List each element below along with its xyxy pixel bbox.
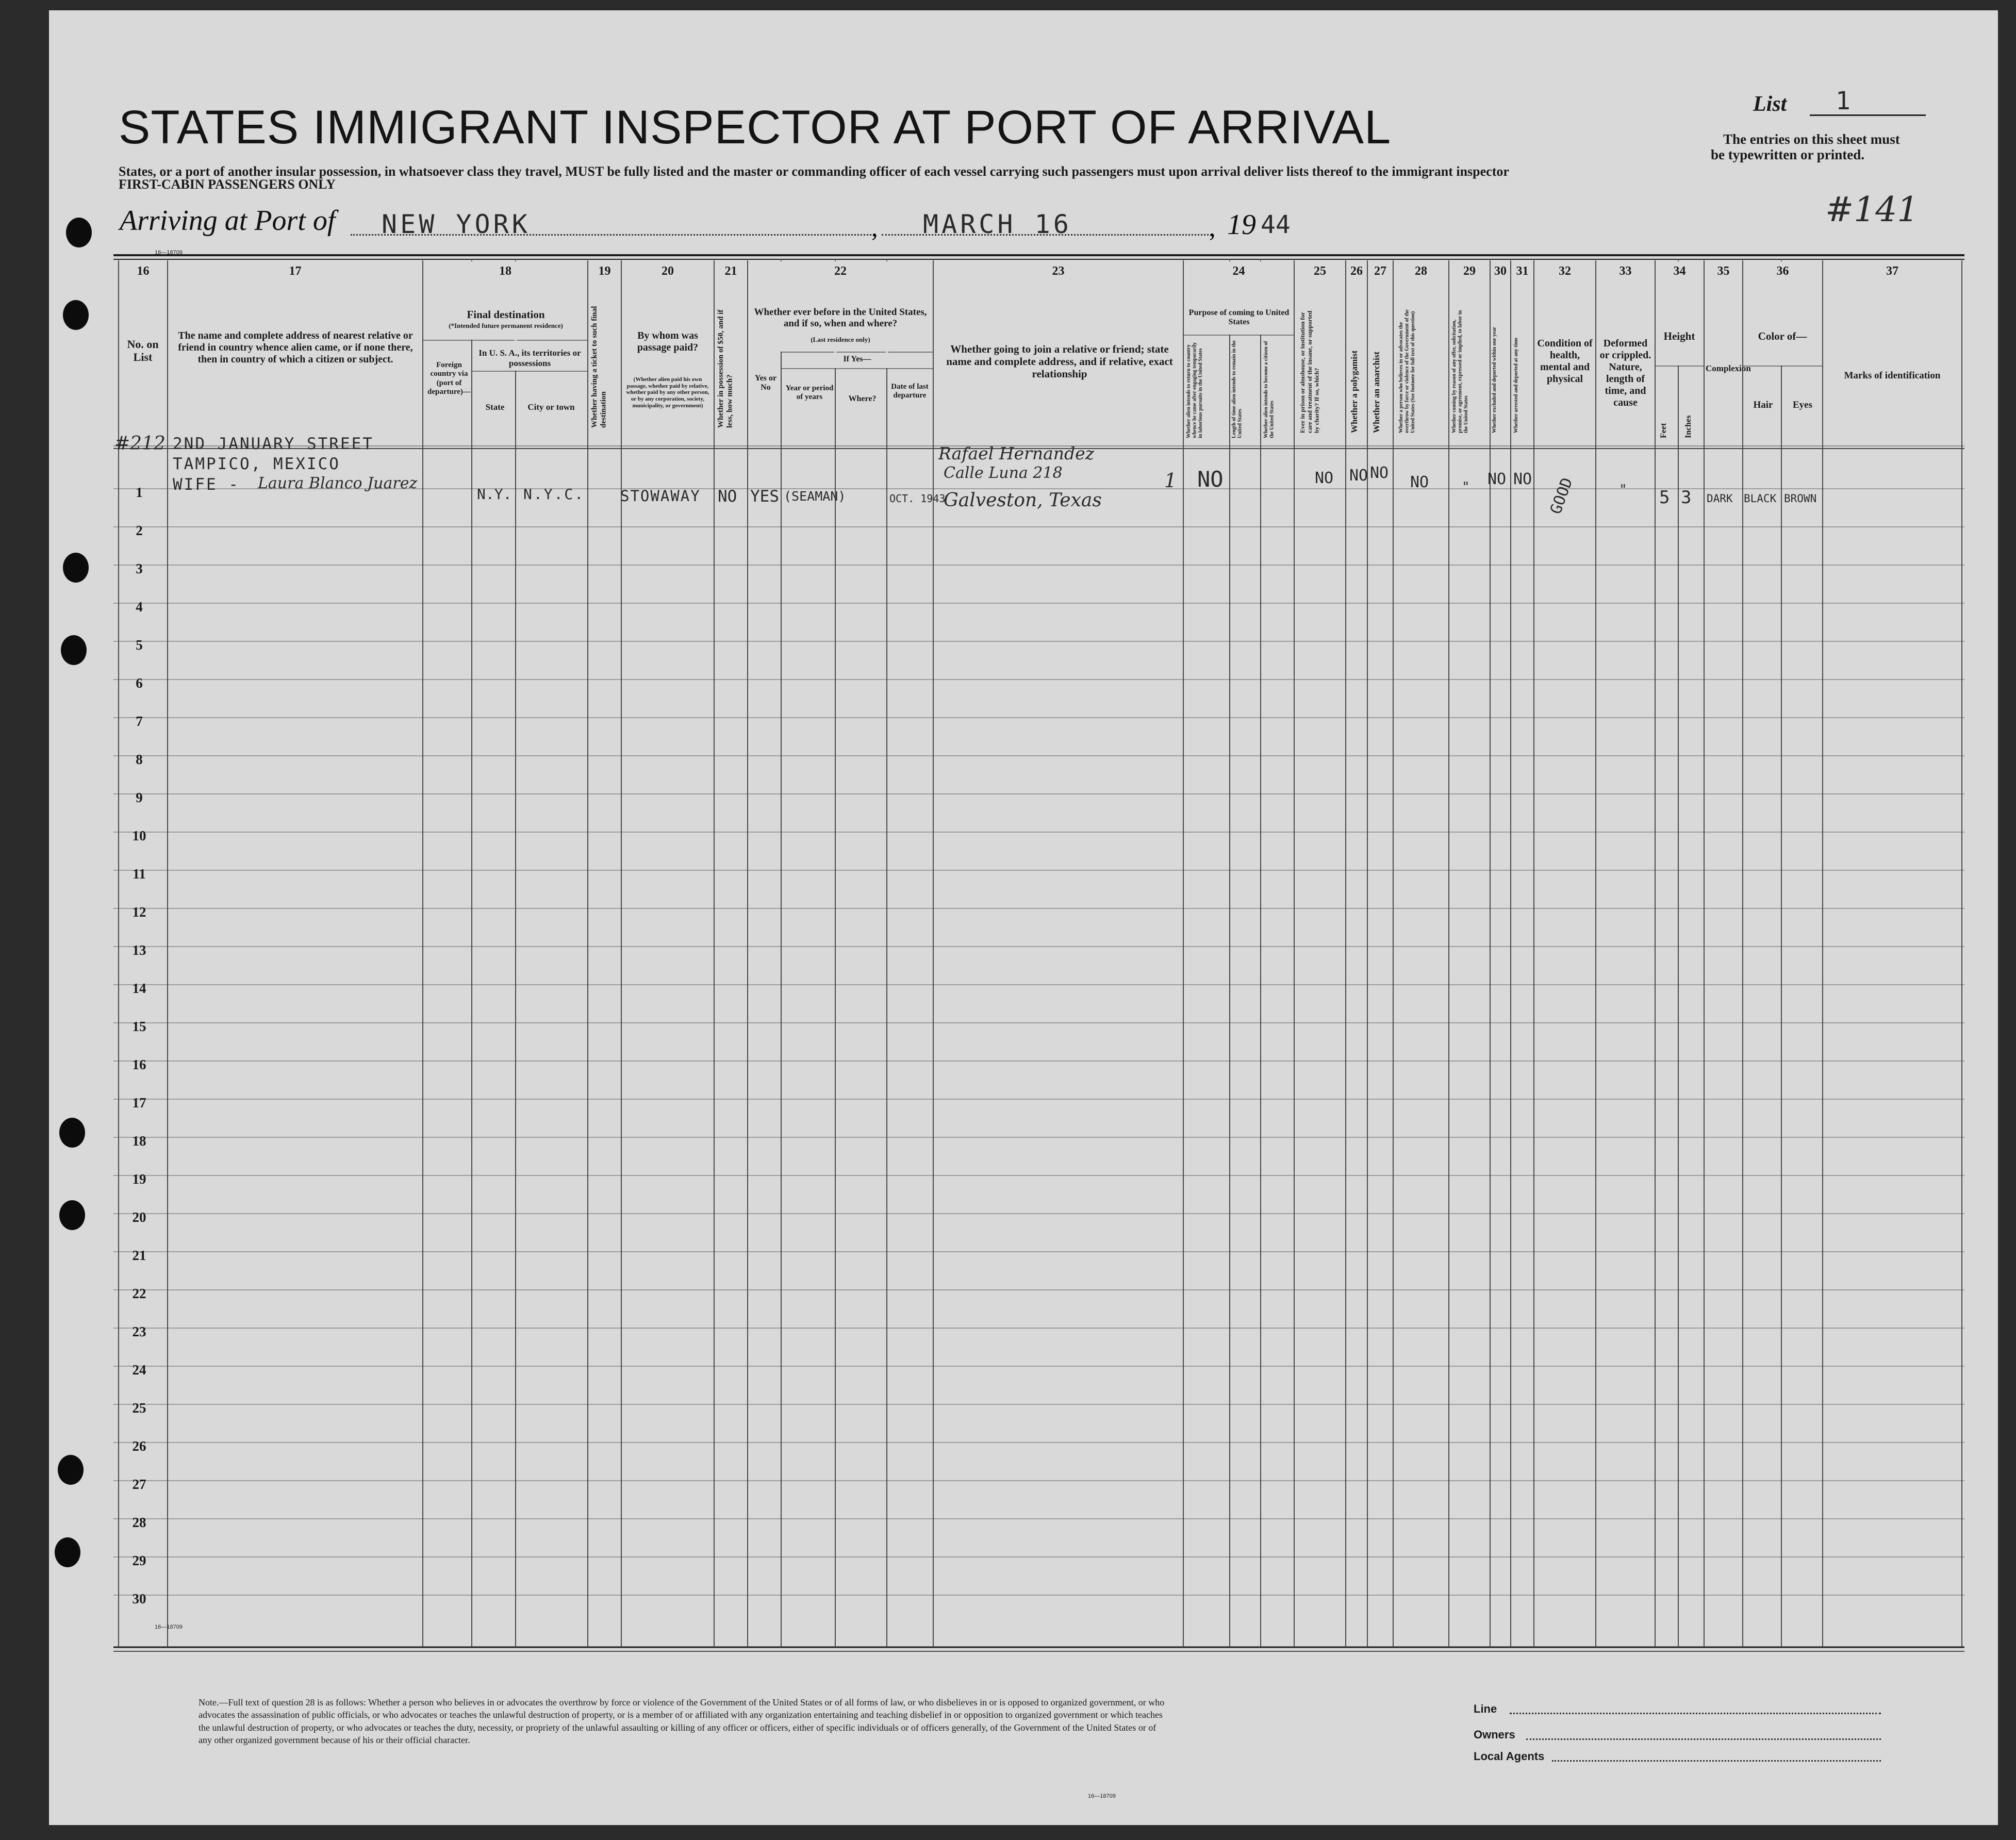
entry-anarchist: NO bbox=[1370, 464, 1389, 482]
header-yes-or-no: Yes or No bbox=[754, 374, 777, 392]
row-number: 21 bbox=[132, 1248, 146, 1263]
row-number: 5 bbox=[136, 637, 143, 653]
row-number: 29 bbox=[132, 1553, 146, 1568]
header-final-destination: Final destination bbox=[467, 308, 545, 321]
row-number: 23 bbox=[132, 1324, 146, 1339]
comma: , bbox=[1209, 213, 1216, 242]
row-number: 26 bbox=[132, 1438, 146, 1454]
entry-state: N.Y. bbox=[477, 486, 512, 503]
row-number: 22 bbox=[132, 1286, 146, 1301]
header-polygamist: Whether a polygamist bbox=[1349, 350, 1359, 433]
header-ever-before: Whether ever before in the United States, and if so, when and where? bbox=[754, 307, 927, 329]
footer-form-number: 16—18709 bbox=[1088, 1793, 1116, 1799]
row-number: 27 bbox=[132, 1477, 146, 1492]
row-number: 7 bbox=[136, 714, 143, 729]
entry-departure: OCT. 1943 bbox=[889, 492, 946, 505]
entry-period: (SEAMAN) bbox=[784, 489, 846, 504]
header-final-destination-note: (*Intended future permanent residence) bbox=[449, 322, 563, 329]
header-join-relative: Whether going to join a relative or friend; state name and complete address, and if relative, exact relationship bbox=[946, 343, 1173, 380]
header-complexion: Complexion bbox=[1706, 363, 1751, 373]
row-number: 1 bbox=[136, 485, 143, 500]
header-state: State bbox=[485, 402, 505, 412]
header-passage-paid: By whom was passage paid? bbox=[637, 330, 699, 353]
header-year-period: Year or period of years bbox=[785, 384, 834, 402]
header-color-of: Color of— bbox=[1758, 330, 1807, 342]
header-q29: Whether coming by reason of any offer, solicitation, promise, or agreement, expressed or implied, to labor in the United States bbox=[1451, 310, 1469, 433]
entry-health: GOOD bbox=[1547, 475, 1577, 517]
entry-passage: STOWAWAY bbox=[620, 487, 701, 505]
entry-q28: NO bbox=[1410, 473, 1429, 491]
header-purpose-return: Whether alien intends to return to country whence he came after engaging temporarily in laborious pursuits in the United States bbox=[1186, 342, 1203, 438]
date-value: MARCH 16 bbox=[923, 209, 1072, 239]
header-passage-note: (Whether alien paid his own passage, whether paid by relative, whether paid by any other person, or by any corporation, society, municipality, or government) bbox=[626, 376, 709, 409]
column-number: 24 bbox=[1232, 264, 1245, 278]
header-height: Height bbox=[1663, 330, 1695, 342]
join-city: Galveston, Texas bbox=[944, 490, 1102, 511]
relative-name: Laura Blanco Juarez bbox=[258, 474, 418, 492]
entry-ever-before: YES bbox=[750, 487, 779, 506]
footer-agents-label: Local Agents bbox=[1474, 1750, 1545, 1763]
column-number: 33 bbox=[1619, 264, 1632, 278]
column-number: 28 bbox=[1415, 264, 1427, 278]
row-number: 25 bbox=[132, 1400, 146, 1416]
column-number: 17 bbox=[289, 264, 302, 278]
header-inches: Inches bbox=[1684, 415, 1693, 438]
header-anarchist: Whether an anarchist bbox=[1371, 351, 1381, 433]
form-number-bottom: 16—18709 bbox=[155, 1624, 183, 1630]
entry-city: N.Y.C. bbox=[523, 486, 585, 503]
row-number: 4 bbox=[136, 599, 143, 615]
row-number: 8 bbox=[136, 752, 143, 767]
column-number: 35 bbox=[1717, 264, 1730, 278]
row-number: 16 bbox=[132, 1057, 146, 1072]
entry-q31: NO bbox=[1513, 470, 1532, 488]
row-number: 20 bbox=[132, 1209, 146, 1225]
column-number: 22 bbox=[834, 264, 847, 278]
row-number: 2 bbox=[136, 523, 143, 538]
header-prison: Ever in prison or almshouse, or institution for care and treatment of the insane, or supported by charity? If so, which? bbox=[1299, 310, 1320, 433]
header-possession-50: Whether in possession of $50, and if less, how much? bbox=[717, 309, 734, 428]
entry-purpose: NO bbox=[1197, 467, 1224, 492]
header-if-yes: If Yes— bbox=[843, 355, 871, 363]
header-purpose-length: Length of time alien intends to remain in the United States bbox=[1231, 340, 1243, 438]
row-number: 9 bbox=[136, 790, 143, 805]
form-number: 16—18709 bbox=[155, 250, 183, 256]
join-name: Rafael Hernandez bbox=[938, 443, 1095, 463]
header-city: City or town bbox=[527, 402, 575, 412]
entry-inches: 3 bbox=[1681, 487, 1692, 508]
header-ticket: Whether having a ticket to such final destination bbox=[590, 306, 608, 428]
header-nearest-relative: The name and complete address of nearest relative or friend in country whence alien came, or if none there, then in country of which a citizen or subject. bbox=[178, 330, 413, 365]
row-number: 18 bbox=[132, 1133, 146, 1149]
header-foreign-country: Foreign country via (port of departure)— bbox=[427, 361, 471, 396]
footer-agents-field bbox=[1552, 1760, 1881, 1762]
header-hair: Hair bbox=[1753, 400, 1773, 410]
entry-deformed: " bbox=[1619, 482, 1627, 498]
row-number: 19 bbox=[132, 1171, 146, 1187]
column-number: 34 bbox=[1673, 264, 1686, 278]
column-number: 21 bbox=[724, 264, 737, 278]
sheet-number: #141 bbox=[1825, 190, 1919, 229]
header-q28: Whether a person who believes in or advocates the overthrow by force or violence of the Government of the United States (See footnote for full text of this question) bbox=[1398, 309, 1416, 433]
header-date-departure: Date of last departure bbox=[891, 383, 929, 400]
column-number: 16 bbox=[137, 264, 150, 278]
row-number: 10 bbox=[132, 828, 146, 843]
footnote-q28: Note.—Full text of question 28 is as follows: Whether a person who believes in or advocates the overthrow by force or violence of the Government of the United States or of all forms of law, or who disbelieves in or is opposed to organized government, or who advocates the assassination of public officials, or who advocates or teaches the unlawful destruction of property, or is a member of or affiliated with any organization entertaining and teaching disbelief in or opposition to organized government or which teaches the unlawful destruction of property, or who advocates or teaches the duty, necessity, or propriety of the unlawful assaulting or killing of any officer or officers, either of specific individuals or of officers generally, of the Government of the United States or of any other organized government because of his or their official character. bbox=[199, 1697, 1165, 1745]
row-number: 12 bbox=[132, 904, 146, 920]
row-number: 15 bbox=[132, 1019, 146, 1034]
header-eyes: Eyes bbox=[1793, 400, 1812, 410]
header-q31: Whether arrested and deported at any time bbox=[1513, 337, 1519, 433]
port-value: NEW YORK bbox=[382, 209, 531, 239]
entry-q30: NO bbox=[1488, 470, 1507, 488]
list-value: 1 bbox=[1836, 87, 1850, 115]
join-mark: 1 bbox=[1164, 469, 1177, 492]
header-where: Where? bbox=[848, 394, 877, 403]
header-health: Condition of health, mental and physical bbox=[1537, 338, 1593, 385]
entry-q29: " bbox=[1462, 479, 1470, 495]
footer-line-label: Line bbox=[1474, 1702, 1497, 1715]
relative-address-2: TAMPICO, MEXICO bbox=[173, 455, 340, 473]
column-number: 37 bbox=[1886, 264, 1898, 278]
list-label: List bbox=[1753, 92, 1787, 116]
column-number: 27 bbox=[1374, 264, 1386, 278]
entry-possession: NO bbox=[718, 487, 737, 506]
instructions-line: States, or a port of another insular possession, in whatsoever class they travel, MUST be fully listed and the master or commanding officer of each vessel carrying such passengers must upon arrival deliver lists thereof to the immigrant inspector bbox=[119, 164, 1509, 179]
column-number: 31 bbox=[1516, 264, 1529, 278]
header-last-residence: (Last residence only) bbox=[811, 336, 870, 343]
entry-feet: 5 bbox=[1659, 487, 1670, 508]
header-feet: Feet bbox=[1659, 423, 1668, 438]
column-number: 25 bbox=[1314, 264, 1326, 278]
line-reference: #212 bbox=[114, 433, 166, 454]
column-number: 30 bbox=[1494, 264, 1507, 278]
entry-complexion: DARK bbox=[1707, 492, 1733, 505]
row-number: 28 bbox=[132, 1515, 146, 1530]
header-in-usa: In U. S. A., its territories or possessions bbox=[478, 348, 581, 368]
row-number: 30 bbox=[132, 1591, 146, 1606]
column-number: 29 bbox=[1463, 264, 1476, 278]
footer-line-field bbox=[1510, 1713, 1881, 1714]
row-number: 24 bbox=[132, 1362, 146, 1378]
header-no-on-list: No. on List bbox=[127, 338, 159, 364]
comma: , bbox=[871, 213, 878, 242]
year-suffix: 44 bbox=[1261, 210, 1291, 239]
header-deformed: Deformed or crippled. Nature, length of time, and cause bbox=[1599, 338, 1651, 408]
entry-polygamist: NO bbox=[1349, 467, 1368, 485]
relative-address-1: 2ND JANUARY STREET bbox=[173, 435, 374, 453]
row-number: 14 bbox=[132, 981, 146, 996]
column-number: 36 bbox=[1776, 264, 1789, 278]
row-number: 11 bbox=[133, 866, 146, 882]
entry-hair: BLACK bbox=[1744, 492, 1777, 505]
first-cabin-line: FIRST-CABIN PASSENGERS ONLY bbox=[119, 177, 336, 192]
header-marks: Marks of identification bbox=[1844, 370, 1941, 381]
year-prefix: 19 bbox=[1227, 209, 1256, 241]
column-number: 26 bbox=[1350, 264, 1363, 278]
relative-relation: WIFE - bbox=[173, 475, 240, 494]
column-number: 23 bbox=[1052, 264, 1065, 278]
entry-eyes: BROWN bbox=[1784, 492, 1817, 505]
column-number: 32 bbox=[1559, 264, 1571, 278]
typewritten-note-1: The entries on this sheet must bbox=[1723, 131, 1900, 147]
row-number: 13 bbox=[132, 942, 146, 958]
join-street: Calle Luna 218 bbox=[944, 464, 1063, 482]
header-purpose-citizen: Whether alien intends to become a citizen of the United States bbox=[1263, 341, 1275, 438]
header-q30: Whether excluded and deported within one year bbox=[1492, 327, 1497, 433]
row-number: 6 bbox=[136, 675, 143, 691]
page-title: STATES IMMIGRANT INSPECTOR AT PORT OF ARRIVAL bbox=[119, 101, 1392, 154]
column-number: 18 bbox=[499, 264, 511, 278]
footer-owners-field bbox=[1526, 1738, 1881, 1740]
typewritten-note-2: be typewritten or printed. bbox=[1711, 147, 1864, 162]
row-number: 17 bbox=[132, 1095, 146, 1110]
column-number: 20 bbox=[662, 264, 674, 278]
footer-owners-label: Owners bbox=[1474, 1728, 1515, 1741]
row-number: 3 bbox=[136, 561, 143, 576]
arriving-label: Arriving at Port of bbox=[120, 205, 336, 237]
entry-prison: NO bbox=[1315, 469, 1334, 487]
column-number: 19 bbox=[598, 264, 611, 278]
header-purpose: Purpose of coming to United States bbox=[1188, 308, 1290, 327]
